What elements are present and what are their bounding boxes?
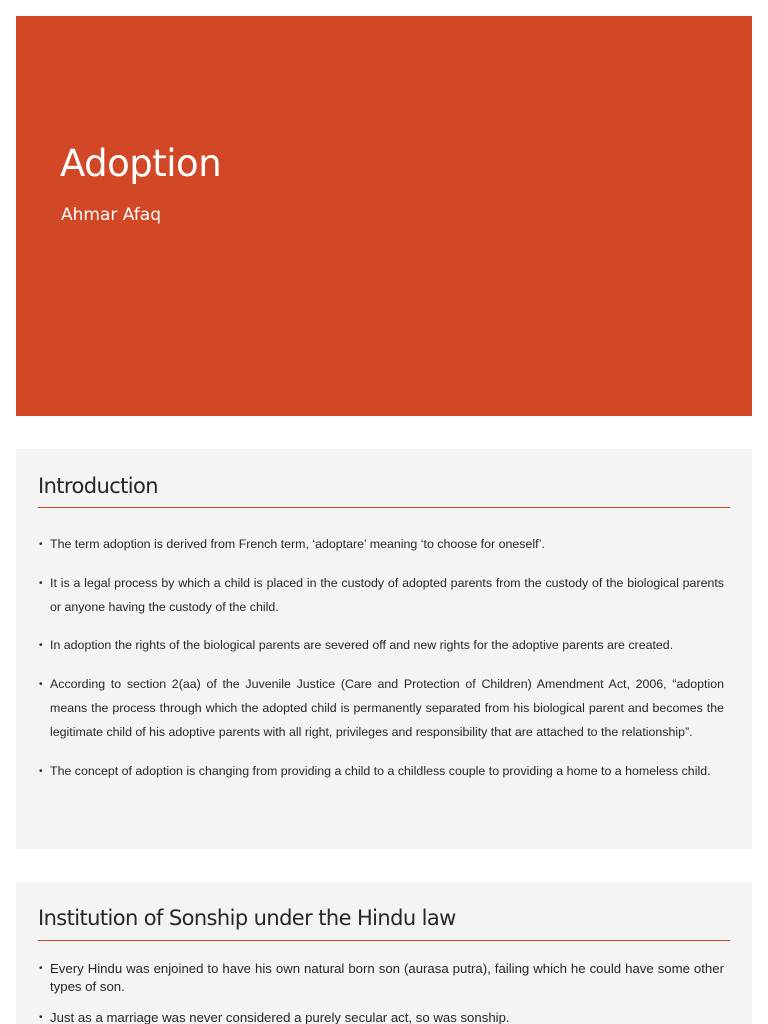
bullet-icon: • bbox=[39, 765, 43, 777]
sonship-heading: Institution of Sonship under the Hindu law bbox=[38, 906, 456, 930]
sonship-slide bbox=[16, 882, 752, 1024]
bullet-text: According to section 2(aa) of the Juvenile Justice (Care and Protection of Children) Amendment Act, 2006, “adoption means the process through which the adopted child is permanently separated from his biological parent and becomes the legitimate child of his adoptive parents with all right, privileges and responsibility that are attached to the relationship”. bbox=[50, 677, 724, 739]
bullet-icon: • bbox=[39, 539, 43, 550]
bullet-item bbox=[38, 760, 724, 784]
bullet-icon: • bbox=[39, 679, 43, 691]
bullet-item bbox=[38, 1009, 724, 1024]
bullet-icon: • bbox=[39, 640, 43, 652]
bullet-text: It is a legal process by which a child is placed in the custody of adopted parents from the custody of the biological parents or anyone having the custody of the child. bbox=[50, 575, 724, 614]
title-slide bbox=[16, 16, 752, 416]
bullet-text: The term adoption is derived from French term, ‘adoptare’ meaning ‘to choose for oneself’. bbox=[50, 537, 545, 551]
bullet-icon: • bbox=[39, 577, 43, 589]
bullet-icon: • bbox=[39, 963, 43, 974]
bullet-item bbox=[38, 634, 724, 658]
introduction-slide bbox=[16, 449, 752, 849]
bullet-text: In adoption the rights of the biological parents are severed off and new rights for the adoptive parents are created. bbox=[50, 638, 674, 653]
bullet-text: Every Hindu was enjoined to have his own natural born son (aurasa putra), failing which he could have some other types of son. bbox=[50, 961, 724, 994]
bullet-item bbox=[38, 572, 724, 620]
author-name: Ahmar Afaq bbox=[61, 205, 161, 225]
heading-divider bbox=[38, 940, 730, 941]
presentation-title: Adoption bbox=[60, 142, 222, 185]
bullet-item bbox=[38, 960, 724, 995]
bullet-text: Just as a marriage was never considered a purely secular act, so was sonship. bbox=[50, 1010, 510, 1024]
bullet-icon: • bbox=[39, 1012, 43, 1023]
heading-divider bbox=[38, 507, 730, 508]
bullet-item bbox=[38, 533, 724, 557]
bullet-text: The concept of adoption is changing from providing a child to a childless couple to providing a home to a homeless child. bbox=[50, 763, 711, 778]
bullet-item bbox=[38, 673, 724, 744]
introduction-bullet-list bbox=[38, 533, 724, 798]
introduction-heading: Introduction bbox=[38, 474, 158, 498]
sonship-bullet-list bbox=[38, 960, 724, 1024]
